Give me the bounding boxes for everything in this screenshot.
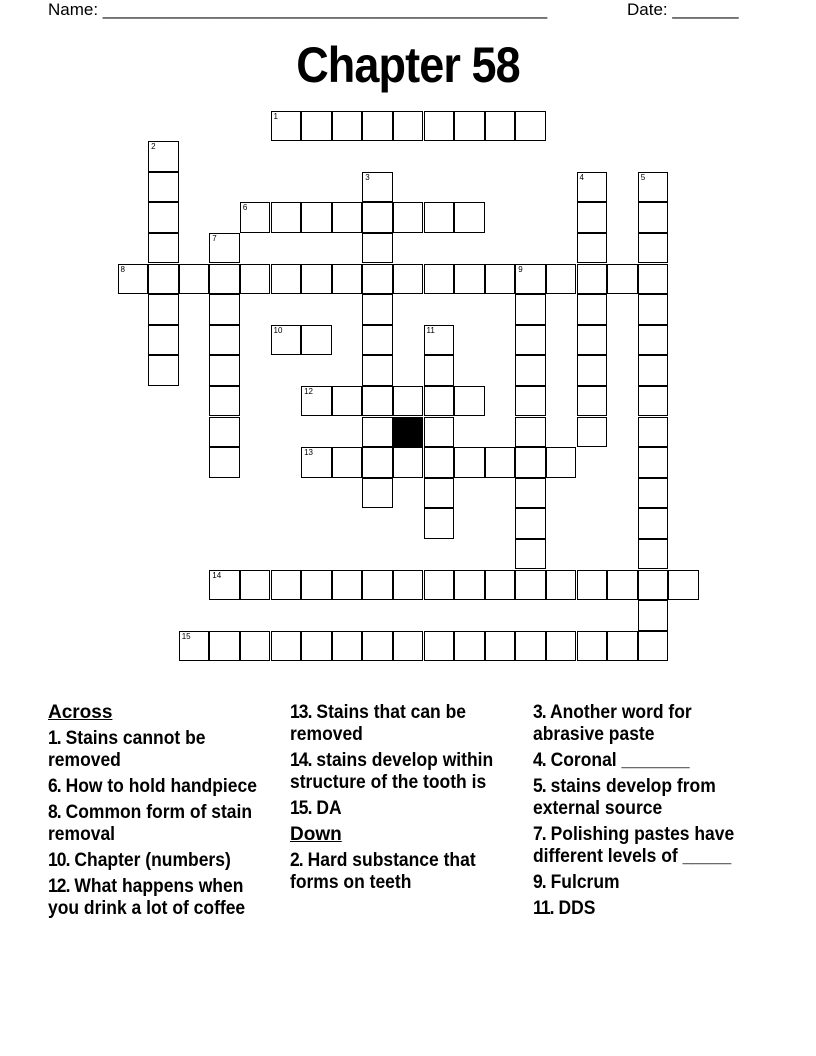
clue-number: 8 [120, 264, 125, 274]
crossword-cell[interactable] [301, 202, 332, 233]
crossword-cell[interactable] [638, 447, 669, 478]
crossword-cell[interactable] [393, 111, 424, 142]
date-field[interactable]: Date: _______ [627, 0, 739, 19]
crossword-cell[interactable] [424, 417, 455, 448]
clue-item [290, 850, 502, 894]
crossword-cell[interactable] [638, 233, 669, 264]
crossword-cell[interactable] [454, 447, 485, 478]
crossword-cell[interactable] [485, 631, 516, 662]
clue-column-1 [48, 702, 278, 924]
crossword-cell[interactable] [301, 111, 332, 142]
crossword-cell[interactable] [454, 111, 485, 142]
crossword-cell[interactable] [271, 325, 302, 356]
crossword-cell[interactable] [362, 172, 393, 203]
black-square [393, 417, 424, 448]
crossword-cell[interactable] [485, 111, 516, 142]
crossword-cell[interactable] [209, 417, 240, 448]
crossword-cell[interactable] [424, 570, 455, 601]
crossword-cell[interactable] [301, 447, 332, 478]
clue-item [290, 702, 502, 746]
crossword-cell[interactable] [607, 570, 638, 601]
crossword-cell[interactable] [577, 294, 608, 325]
crossword-cell[interactable] [454, 264, 485, 295]
clue-item-text: What happens when you drink a lot of coffee [48, 876, 246, 919]
crossword-cell[interactable] [515, 539, 546, 570]
clue-item [533, 824, 754, 868]
crossword-cell[interactable] [577, 417, 608, 448]
crossword-cell[interactable] [362, 233, 393, 264]
crossword-cell[interactable] [424, 478, 455, 509]
crossword-cell[interactable] [240, 264, 271, 295]
crossword-cell[interactable] [424, 447, 455, 478]
crossword-cell[interactable] [271, 631, 302, 662]
crossword-cell[interactable] [638, 539, 669, 570]
crossword-cell[interactable] [362, 417, 393, 448]
crossword-cell[interactable] [424, 202, 455, 233]
clue-item [533, 750, 754, 772]
crossword-cell[interactable] [424, 111, 455, 142]
crossword-cell[interactable] [577, 172, 608, 203]
crossword-cell[interactable] [485, 447, 516, 478]
clue-number: 4 [579, 172, 584, 182]
crossword-cell[interactable] [362, 294, 393, 325]
clue-item-text: stains develop from external source [533, 776, 716, 819]
crossword-cell[interactable] [577, 264, 608, 295]
crossword-cell[interactable] [209, 325, 240, 356]
clue-item-text: Coronal _______ [545, 750, 690, 771]
clue-item-text: Another word for abrasive paste [533, 702, 692, 745]
crossword-cell[interactable] [607, 631, 638, 662]
crossword-cell[interactable] [577, 631, 608, 662]
clue-number: 10 [273, 325, 283, 335]
crossword-cell[interactable] [301, 570, 332, 601]
clue-number: 9 [518, 264, 523, 274]
clue-item-number: 15. [290, 798, 312, 819]
crossword-cell[interactable] [362, 111, 393, 142]
clue-number: 5 [640, 172, 646, 182]
crossword-cell[interactable] [515, 631, 546, 662]
crossword-cell[interactable] [209, 570, 240, 601]
crossword-cell[interactable] [638, 294, 669, 325]
page-title: Chapter 58 [296, 37, 520, 93]
crossword-cell[interactable] [271, 264, 302, 295]
crossword-cell[interactable] [362, 355, 393, 386]
clue-item-number: 1. [48, 728, 61, 749]
clue-item-number: 9. [533, 872, 546, 893]
crossword-cell[interactable] [393, 202, 424, 233]
crossword-cell[interactable] [638, 600, 669, 631]
down-heading: Down [290, 824, 342, 845]
crossword-cell[interactable] [271, 202, 302, 233]
clue-number: 13 [304, 448, 313, 458]
clue-item-text: stains develop within structure of the tooth is [290, 750, 494, 793]
clue-item [48, 776, 260, 798]
clue-item-number: 2. [290, 850, 303, 871]
crossword-cell[interactable] [240, 202, 271, 233]
crossword-cell[interactable] [424, 264, 455, 295]
clue-number: 11 [426, 325, 435, 335]
crossword-cell[interactable] [332, 202, 363, 233]
crossword-cell[interactable] [209, 294, 240, 325]
crossword-cell[interactable] [638, 355, 669, 386]
clue-item-text: DA [311, 798, 342, 819]
crossword-cell[interactable] [301, 386, 332, 417]
crossword-cell[interactable] [332, 570, 363, 601]
crossword-cell[interactable] [454, 570, 485, 601]
crossword-cell[interactable] [209, 631, 240, 662]
crossword-cell[interactable] [515, 264, 546, 295]
crossword-cell[interactable] [515, 325, 546, 356]
crossword-cell[interactable] [301, 631, 332, 662]
crossword-cell[interactable] [424, 386, 455, 417]
crossword-cell[interactable] [424, 508, 455, 539]
clue-item-number: 7. [533, 824, 546, 845]
clue-number: 14 [212, 570, 222, 580]
crossword-cell[interactable] [577, 355, 608, 386]
clue-item-number: 13. [290, 702, 312, 723]
clue-item-number: 12. [48, 876, 70, 897]
crossword-cell[interactable] [515, 386, 546, 417]
across-heading: Across [48, 702, 113, 723]
crossword-cell[interactable] [454, 202, 485, 233]
crossword-cell[interactable] [301, 264, 332, 295]
crossword-cell[interactable] [668, 570, 699, 601]
crossword-cell[interactable] [546, 631, 577, 662]
crossword-cell[interactable] [638, 417, 669, 448]
clue-item-number: 11. [533, 898, 554, 919]
crossword-cell[interactable] [332, 447, 363, 478]
crossword-cell[interactable] [209, 386, 240, 417]
clue-item [533, 898, 754, 920]
clue-item-number: 10. [48, 850, 70, 871]
crossword-cell[interactable] [638, 264, 669, 295]
crossword-cell[interactable] [577, 233, 608, 264]
clue-item-text: Common form of stain removal [48, 802, 253, 845]
clue-number: 12 [304, 386, 313, 396]
clue-item [533, 776, 754, 820]
crossword-cell[interactable] [179, 631, 210, 662]
crossword-cell[interactable] [638, 631, 669, 662]
name-field[interactable]: Name: _______________________________________________ [48, 0, 548, 19]
crossword-cell[interactable] [577, 325, 608, 356]
crossword-cell[interactable] [148, 325, 179, 356]
crossword-cell[interactable] [515, 417, 546, 448]
crossword-cell[interactable] [393, 631, 424, 662]
clue-item-text: Polishing pastes have different levels of _____ [533, 824, 735, 867]
crossword-cell[interactable] [148, 233, 179, 264]
crossword-cell[interactable] [332, 631, 363, 662]
clue-item [48, 728, 260, 772]
crossword-cell[interactable] [393, 447, 424, 478]
crossword-cell[interactable] [454, 631, 485, 662]
crossword-cell[interactable] [209, 233, 240, 264]
crossword-cell[interactable] [607, 264, 638, 295]
clue-item-number: 3. [533, 702, 546, 723]
clue-item [290, 750, 502, 794]
crossword-cell[interactable] [362, 264, 393, 295]
crossword-cell[interactable] [424, 325, 455, 356]
clue-number: 7 [212, 233, 217, 243]
clue-number: 3 [365, 172, 370, 182]
clue-item-text: How to hold handpiece [60, 776, 257, 797]
clue-item [48, 876, 260, 920]
crossword-cell[interactable] [148, 172, 179, 203]
crossword-cell[interactable] [577, 386, 608, 417]
crossword-cell[interactable] [485, 570, 516, 601]
crossword-cell[interactable] [515, 447, 546, 478]
crossword-cell[interactable] [362, 447, 393, 478]
clue-item-text: Hard substance that forms on teeth [290, 850, 476, 893]
clue-column-3 [533, 702, 773, 924]
crossword-cell[interactable] [638, 172, 669, 203]
clue-item-number: 4. [533, 750, 546, 771]
crossword-cell[interactable] [362, 202, 393, 233]
crossword-cell[interactable] [424, 631, 455, 662]
crossword-cell[interactable] [362, 325, 393, 356]
crossword-cell[interactable] [332, 264, 363, 295]
crossword-cell[interactable] [301, 325, 332, 356]
crossword-cell[interactable] [148, 294, 179, 325]
crossword-cell[interactable] [209, 447, 240, 478]
crossword-cell[interactable] [148, 141, 179, 172]
crossword-cell[interactable] [332, 111, 363, 142]
clue-number: 15 [181, 631, 191, 641]
crossword-cell[interactable] [515, 570, 546, 601]
crossword-cell[interactable] [362, 631, 393, 662]
crossword-cell[interactable] [118, 264, 149, 295]
crossword-cell[interactable] [638, 325, 669, 356]
crossword-cell[interactable] [393, 386, 424, 417]
clue-item [290, 798, 502, 820]
crossword-cell[interactable] [638, 202, 669, 233]
clue-number: 2 [151, 142, 156, 152]
crossword-cell[interactable] [424, 355, 455, 386]
crossword-cell[interactable] [240, 570, 271, 601]
clue-item-text: Stains cannot be removed [48, 728, 206, 771]
crossword-cell[interactable] [546, 264, 577, 295]
clue-item-number: 14. [290, 750, 312, 771]
crossword-cell[interactable] [362, 478, 393, 509]
crossword-cell[interactable] [148, 264, 179, 295]
crossword-cell[interactable] [332, 386, 363, 417]
clue-item-number: 5. [533, 776, 546, 797]
crossword-cell[interactable] [271, 111, 302, 142]
crossword-cell[interactable] [485, 264, 516, 295]
crossword-cell[interactable] [393, 264, 424, 295]
crossword-cell[interactable] [638, 478, 669, 509]
crossword-cell[interactable] [148, 355, 179, 386]
clue-item [533, 872, 754, 894]
clue-item-text: Stains that can be removed [290, 702, 466, 745]
crossword-cell[interactable] [148, 202, 179, 233]
clue-item [48, 802, 260, 846]
crossword-cell[interactable] [179, 264, 210, 295]
clue-item-number: 8. [48, 802, 61, 823]
crossword-cell[interactable] [577, 202, 608, 233]
clue-item-text: Chapter (numbers) [69, 850, 231, 871]
clue-item [48, 850, 260, 872]
crossword-cell[interactable] [638, 386, 669, 417]
crossword-cell[interactable] [393, 570, 424, 601]
crossword-cell[interactable] [240, 631, 271, 662]
crossword-cell[interactable] [271, 570, 302, 601]
crossword-cell[interactable] [638, 508, 669, 539]
crossword-cell[interactable] [454, 386, 485, 417]
clue-item-text: Fulcrum [545, 872, 620, 893]
crossword-cell[interactable] [546, 447, 577, 478]
clue-item [533, 702, 754, 746]
clue-number: 1 [273, 111, 278, 121]
crossword-cell[interactable] [577, 570, 608, 601]
crossword-cell[interactable] [515, 478, 546, 509]
crossword-cell[interactable] [209, 264, 240, 295]
crossword-cell[interactable] [515, 355, 546, 386]
crossword-cell[interactable] [515, 508, 546, 539]
crossword-cell[interactable] [362, 386, 393, 417]
crossword-cell[interactable] [209, 355, 240, 386]
clue-number: 6 [242, 203, 248, 213]
crossword-cell[interactable] [515, 111, 546, 142]
crossword-cell[interactable] [515, 294, 546, 325]
clue-column-2 [290, 702, 520, 898]
crossword-cell[interactable] [546, 570, 577, 601]
crossword-cell[interactable] [638, 570, 669, 601]
clue-item-text: DDS [553, 898, 596, 919]
crossword-cell[interactable] [362, 570, 393, 601]
clue-item-number: 6. [48, 776, 61, 797]
